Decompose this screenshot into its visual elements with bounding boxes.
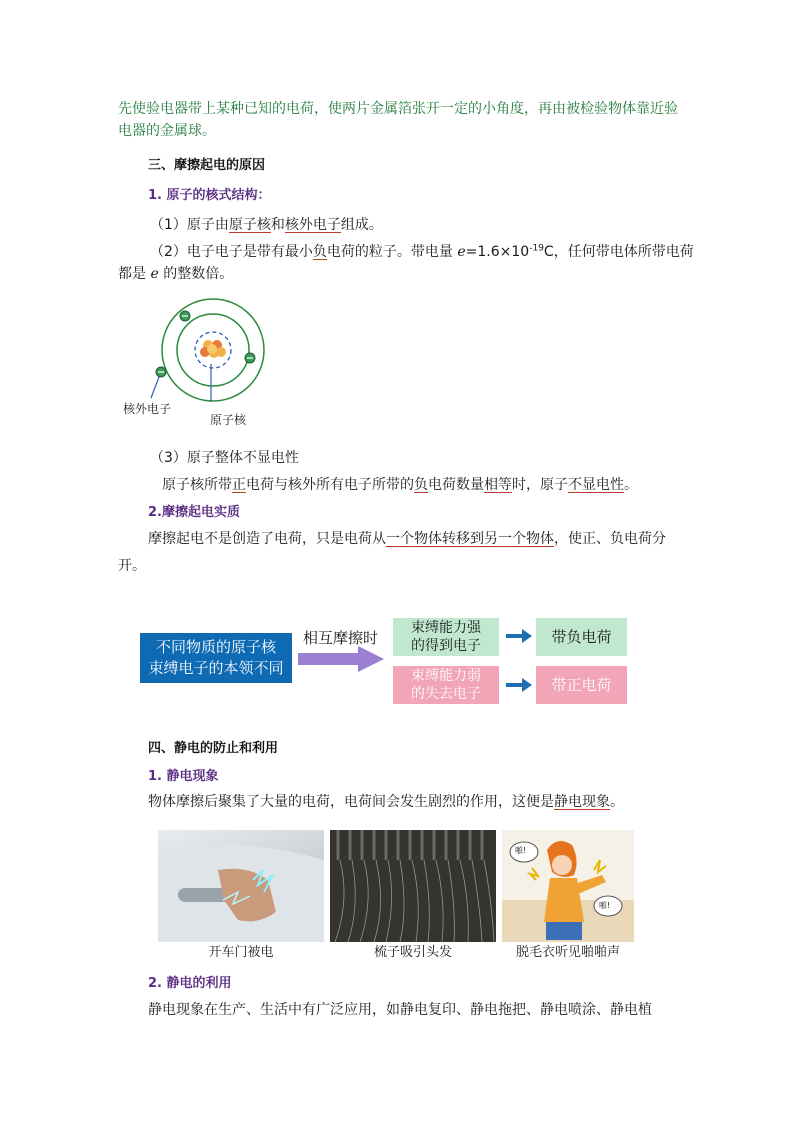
flow-arrow-label: 相互摩擦时 [303, 629, 379, 647]
item2-line-1: （2）电子电子是带有最小负电荷的粒子。带电量 $e=1.6\times 10^{-19}C$，任何带电体所带电荷 [150, 243, 694, 260]
caption-car-door: 开车门被电 [208, 945, 274, 960]
section3-title: 三、摩擦起电的原因 [148, 158, 266, 173]
section4-sub1-title: 1. 静电现象 [148, 769, 219, 784]
sub2-line-1: 摩擦起电不是创造了电荷，只是电荷从一个物体转移到另一个物体，使正、负电荷分 [148, 531, 666, 547]
label-electron: 核外电子 [123, 402, 172, 416]
answer-static: 静电现象 [554, 794, 610, 810]
electron-pointer [151, 377, 159, 398]
nucleus-icon [200, 340, 226, 358]
answer-transfer: 一个物体转移到另一个物体 [386, 531, 554, 547]
arrow-right-icon [506, 678, 532, 692]
flow-result-negative: 带负电荷 [536, 618, 627, 656]
flow-gain-box: 束缚能力强 的得到电子 [393, 618, 499, 656]
photo-comb-hair [330, 830, 496, 942]
section3-sub2-title: 2.摩擦起电实质 [148, 505, 240, 520]
flow-lose-box: 束缚能力弱 的失去电子 [393, 666, 499, 704]
intro-line-2: 电器的金属球。 [118, 123, 216, 139]
answer-equal: 相等 [484, 477, 512, 493]
answer-negative-2: 负 [414, 477, 428, 493]
flow-big-arrow [298, 646, 386, 672]
section4-sub2-title: 2. 静电的利用 [148, 976, 232, 991]
section4-title: 四、静电的防止和利用 [148, 741, 279, 756]
electron-icon [180, 311, 190, 321]
item3-title: （3）原子整体不显电性 [150, 450, 299, 466]
answer-negative: 负 [312, 244, 327, 260]
item1-line: （1）原子由原子核和核外电子组成。 [150, 217, 383, 233]
label-nucleus: 原子核 [210, 413, 247, 427]
section3-sub1-title: 1. 原子的核式结构： [148, 188, 271, 203]
electron-icon [156, 367, 166, 377]
photo-car-door [158, 830, 324, 942]
electron-icon [245, 353, 255, 363]
item2-line-2: 都是 e 的整数倍。 [118, 266, 234, 282]
photo-sweater-cartoon [502, 830, 634, 942]
section4-sub1-text: 物体摩擦后聚集了大量的电荷，电荷间会发生剧烈的作用，这便是静电现象。 [148, 794, 624, 810]
flow-result-positive: 带正电荷 [536, 666, 627, 704]
sound-bubble-1: 啪! [515, 846, 527, 855]
intro-line-1: 先使验电器带上某种已知的电荷，使两片金属箔张开一定的小角度，再由被检验物体靠近验 [118, 101, 678, 117]
sub2-line-2: 开。 [118, 558, 146, 574]
caption-sweater: 脱毛衣听见啪啪声 [515, 945, 620, 960]
sound-bubble-2: 啪! [599, 901, 611, 910]
answer-neutral: 不显电性 [568, 477, 624, 493]
answer-electron: 核外电子 [284, 217, 341, 233]
caption-comb-hair: 梳子吸引头发 [373, 945, 452, 960]
answer-positive: 正 [232, 477, 246, 493]
item3-text: 原子核所带正电荷与核外所有电子所带的负电荷数量相等时，原子不显电性。 [162, 477, 638, 493]
answer-nucleus: 原子核 [228, 217, 271, 233]
section4-sub2-text: 静电现象在生产、生活中有广泛应用，如静电复印、静电拖把、静电喷涂、静电植 [148, 1002, 652, 1018]
flow-cause-box: 不同物质的原子核 束缚电子的本领不同 [140, 633, 292, 683]
arrow-right-icon [506, 629, 532, 643]
